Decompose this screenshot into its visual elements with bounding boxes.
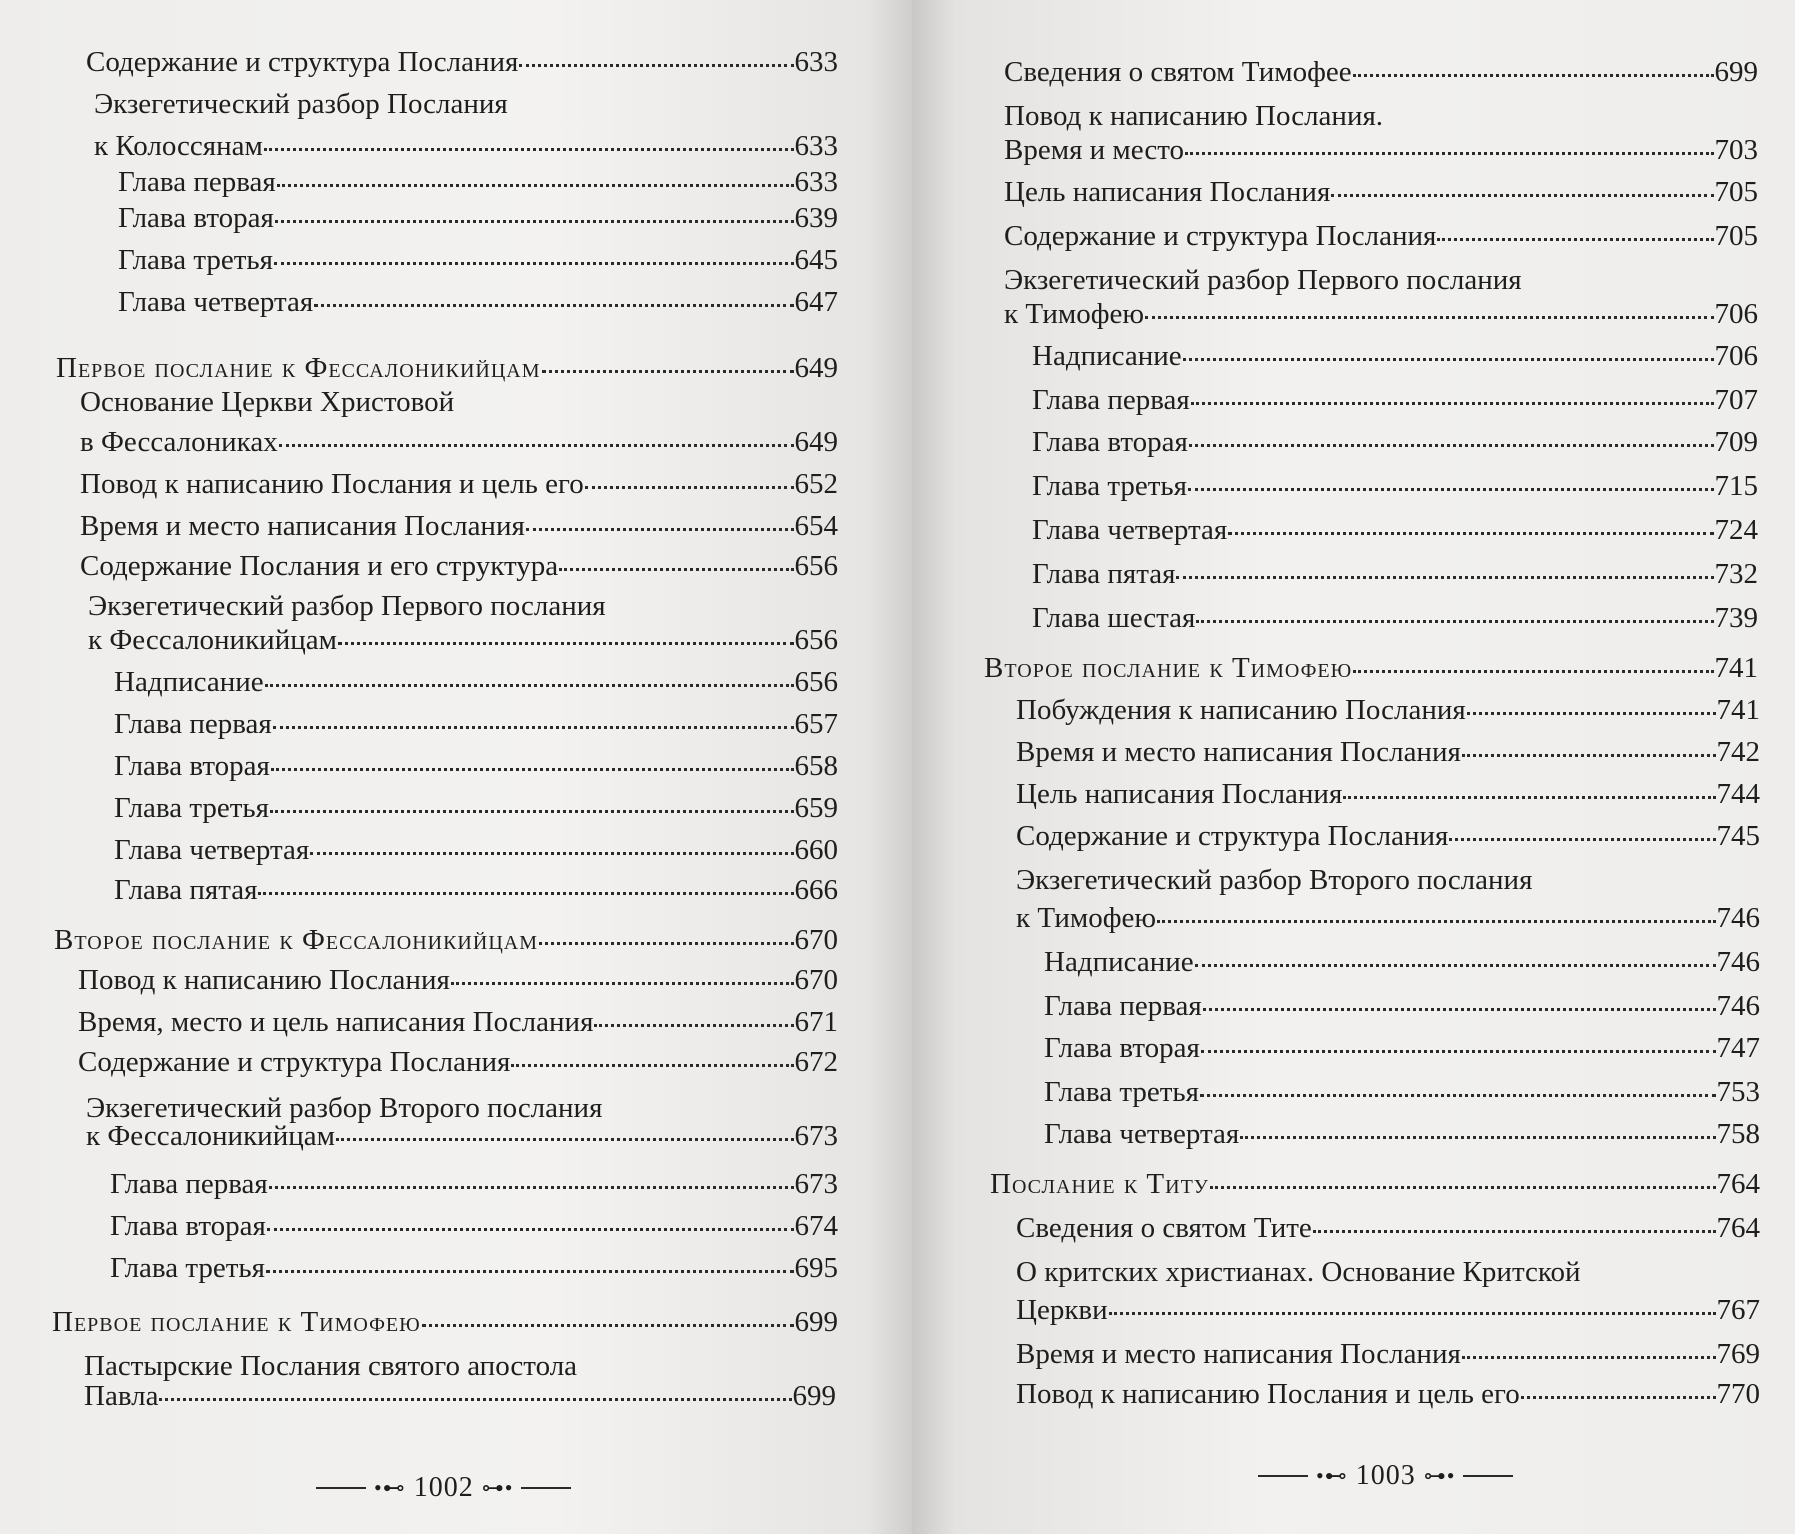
toc-entry-title-line: Экзегетический разбор Первого послания — [1004, 264, 1522, 296]
toc-entry-title: Глава первая — [114, 708, 272, 740]
leader-dots — [526, 528, 794, 531]
leader-dots — [310, 852, 793, 855]
toc-entry-page: 633 — [794, 130, 838, 162]
toc-entry — [1032, 424, 1758, 460]
toc-entry-title: Глава четвертая — [118, 286, 314, 318]
page-number: 1002 — [413, 1472, 474, 1503]
toc-entry — [118, 164, 838, 200]
toc-entry — [84, 1378, 836, 1414]
toc-entry-title-line: Повод к написанию Послания. — [1004, 100, 1384, 132]
toc-entry — [86, 1118, 838, 1154]
toc-entry-title: Глава первая — [1032, 384, 1190, 416]
toc-entry-title: Глава вторая — [110, 1210, 266, 1242]
leader-dots — [1203, 1008, 1716, 1011]
toc-entry-page: 674 — [794, 1210, 838, 1242]
toc-entry — [118, 242, 838, 278]
toc-entry-title: Время, место и цель написания Послания — [78, 1006, 594, 1038]
toc-entry-page: 666 — [794, 874, 838, 906]
leader-dots — [271, 768, 794, 771]
leader-dots — [275, 220, 794, 223]
toc-section-title: Первое послание к Фессалоникийцам — [56, 352, 541, 384]
toc-entry — [1016, 900, 1760, 936]
leader-dots — [1462, 754, 1716, 757]
leader-dots — [1196, 620, 1713, 623]
toc-entry-page: 705 — [1714, 220, 1758, 252]
toc-entry — [1044, 944, 1760, 980]
leader-dots — [264, 148, 794, 151]
toc-entry-title: Повод к написанию Послания — [78, 964, 450, 996]
toc-entry-title: к Фессалоникийцам — [86, 1120, 335, 1152]
toc-entry-page: 660 — [794, 834, 838, 866]
toc-entry-page: 672 — [794, 1046, 838, 1078]
toc-entry — [1032, 556, 1758, 592]
leader-dots — [159, 1398, 791, 1401]
toc-entry-title: Содержание и структура Послания — [78, 1046, 511, 1078]
toc-entry-page: 732 — [1714, 558, 1758, 590]
toc-entry-page: 633 — [794, 166, 838, 198]
page-number: 1003 — [1355, 1460, 1416, 1491]
toc-entry-page: 656 — [794, 550, 838, 582]
toc-entry — [1004, 218, 1758, 254]
leader-dots — [274, 262, 794, 265]
leader-dots — [451, 982, 794, 985]
toc-entry-title: Время и место — [1004, 134, 1185, 166]
toc-entry-page: 656 — [794, 666, 838, 698]
toc-entry — [114, 832, 838, 868]
leader-dots — [422, 1324, 794, 1327]
toc-entry-title-line: О критских христианах. Основание Критской — [1016, 1256, 1581, 1288]
toc-entry — [110, 1208, 838, 1244]
toc-entry-title: Глава первая — [1044, 990, 1202, 1022]
leader-dots — [511, 1064, 793, 1067]
toc-entry-page: 656 — [794, 624, 838, 656]
toc-entry-page: 724 — [1714, 514, 1758, 546]
toc-entry — [78, 962, 838, 998]
page-folio — [316, 1472, 571, 1504]
toc-entry-title: Глава вторая — [118, 202, 274, 234]
toc-section — [52, 1304, 838, 1340]
leader-dots — [1521, 1396, 1716, 1399]
toc-entry-title: Повод к написанию Послания и цель его — [80, 468, 584, 500]
toc-entry-title: к Колоссянам — [94, 130, 263, 162]
toc-entry-page: 673 — [794, 1120, 838, 1152]
leader-dots — [1183, 358, 1714, 361]
toc-entry-title: Павла — [84, 1380, 159, 1412]
leader-dots — [265, 684, 794, 687]
toc-entry-title-line: Экзегетический разбор Первого послания — [88, 590, 606, 622]
leader-dots — [336, 1138, 794, 1141]
leader-dots — [273, 726, 794, 729]
toc-entry — [1016, 692, 1760, 728]
toc-entry-title: Глава первая — [110, 1168, 268, 1200]
toc-entry-title: Содержание и структура Послания — [86, 46, 519, 78]
toc-entry-page: 709 — [1714, 426, 1758, 458]
leader-dots — [1467, 712, 1716, 715]
toc-entry — [80, 424, 838, 460]
leader-dots — [1200, 1094, 1716, 1097]
folio-rule — [521, 1487, 571, 1489]
toc-entry-title: Время и место написания Послания — [80, 510, 525, 542]
toc-entry-title: Глава шестая — [1032, 602, 1196, 634]
toc-entry-page: 633 — [794, 46, 838, 78]
toc-entry-title-line: Экзегетический разбор Второго послания — [86, 1092, 603, 1124]
toc-entry — [1032, 338, 1758, 374]
toc-entry-title: Глава четвертая — [1044, 1118, 1240, 1150]
page-folio — [1258, 1460, 1513, 1492]
toc-entry — [1004, 132, 1758, 168]
toc-section — [56, 350, 838, 386]
leader-dots — [542, 370, 794, 373]
toc-entry-title: Повод к написанию Послания и цель его — [1016, 1378, 1520, 1410]
toc-entry-title: Глава пятая — [1032, 558, 1176, 590]
toc-entry-page: 764 — [1716, 1168, 1760, 1200]
toc-entry-page: 649 — [794, 352, 838, 384]
ornament-left: •⊷ — [374, 1475, 406, 1500]
toc-entry-title: Сведения о святом Тимофее — [1004, 56, 1352, 88]
leader-dots — [277, 184, 794, 187]
leader-dots — [1210, 1186, 1716, 1189]
toc-entry-page: 659 — [794, 792, 838, 824]
leader-dots — [1195, 964, 1716, 967]
toc-entry — [1016, 1210, 1760, 1246]
right-page — [912, 0, 1795, 1534]
leader-dots — [1240, 1136, 1715, 1139]
toc-entry-page: 744 — [1716, 778, 1760, 810]
toc-entry-title: Глава четвертая — [1032, 514, 1228, 546]
toc-entry — [1016, 776, 1760, 812]
toc-entry-page: 699 — [794, 1306, 838, 1338]
folio-rule — [1463, 1475, 1513, 1477]
toc-entry-title: Глава пятая — [114, 874, 258, 906]
toc-entry-title: Цель написания Послания — [1016, 778, 1343, 810]
toc-entry-page: 673 — [794, 1168, 838, 1200]
leader-dots — [1331, 194, 1713, 197]
toc-entry-title: к Тимофею — [1004, 298, 1145, 330]
toc-entry — [80, 466, 838, 502]
toc-entry-title: Надписание — [114, 666, 264, 698]
toc-entry-page: 706 — [1714, 340, 1758, 372]
toc-entry — [80, 548, 838, 584]
toc-entry — [94, 128, 838, 164]
toc-entry-title: Глава третья — [1032, 470, 1187, 502]
leader-dots — [1343, 796, 1715, 799]
toc-entry-page: 741 — [1716, 694, 1760, 726]
leader-dots — [585, 486, 794, 489]
toc-entry-title: Глава третья — [118, 244, 273, 276]
toc-entry — [1004, 54, 1758, 90]
leader-dots — [594, 1024, 793, 1027]
toc-entry-title: Глава третья — [1044, 1076, 1199, 1108]
toc-entry — [110, 1250, 838, 1286]
toc-entry-page: 699 — [792, 1380, 836, 1412]
leader-dots — [1313, 1230, 1716, 1233]
toc-entry — [80, 508, 838, 544]
toc-entry-title: Содержание и структура Послания — [1016, 820, 1449, 852]
ornament-right: ⊶• — [1423, 1463, 1456, 1488]
toc-entry-page: 647 — [794, 286, 838, 318]
toc-section-title: Второе послание к Фессалоникийцам — [54, 924, 538, 956]
toc-entry-title-line: Экзегетический разбор Послания — [94, 88, 508, 120]
toc-entry — [1016, 818, 1760, 854]
leader-dots — [519, 64, 793, 67]
toc-entry-page: 649 — [794, 426, 838, 458]
leader-dots — [1353, 670, 1713, 673]
toc-entry — [1016, 1376, 1760, 1412]
toc-entry — [1044, 1074, 1760, 1110]
toc-entry-title: Время и место написания Послания — [1016, 1338, 1461, 1370]
toc-entry-page: 670 — [794, 964, 838, 996]
toc-entry-page: 745 — [1716, 820, 1760, 852]
toc-entry-page: 657 — [794, 708, 838, 740]
toc-entry — [1044, 1116, 1760, 1152]
leader-dots — [1157, 920, 1715, 923]
toc-entry — [88, 622, 838, 658]
toc-entry-page: 767 — [1716, 1294, 1760, 1326]
toc-entry — [114, 790, 838, 826]
toc-entry-page: 747 — [1716, 1032, 1760, 1064]
toc-entry-page: 715 — [1714, 470, 1758, 502]
toc-entry-title-line: Пастырские Послания святого апостола — [84, 1350, 578, 1382]
toc-entry-page: 742 — [1716, 736, 1760, 768]
toc-entry-title: в Фессалониках — [80, 426, 278, 458]
leader-dots — [1228, 532, 1713, 535]
toc-entry-title: Надписание — [1044, 946, 1194, 978]
ornament-right: ⊶• — [481, 1475, 514, 1500]
toc-entry — [1016, 1292, 1760, 1328]
leader-dots — [1189, 444, 1714, 447]
toc-entry-title-line: Основание Церкви Христовой — [80, 386, 455, 418]
toc-entry-title-line: Экзегетический разбор Второго послания — [1016, 864, 1533, 896]
toc-entry-title: Время и место написания Послания — [1016, 736, 1461, 768]
toc-entry — [1032, 512, 1758, 548]
toc-entry-title: Глава третья — [110, 1252, 265, 1284]
toc-entry-title: Сведения о святом Тите — [1016, 1212, 1312, 1244]
leader-dots — [1109, 1312, 1716, 1315]
toc-section-title: Послание к Титу — [990, 1168, 1209, 1200]
leader-dots — [1462, 1356, 1716, 1359]
toc-entry — [1016, 1336, 1760, 1372]
toc-entry-page: 706 — [1714, 298, 1758, 330]
toc-entry-page: 645 — [794, 244, 838, 276]
toc-entry-title: Церкви — [1016, 1294, 1108, 1326]
toc-entry-title: Глава вторая — [1032, 426, 1188, 458]
toc-entry-title: к Тимофею — [1016, 902, 1157, 934]
toc-entry-page: 652 — [794, 468, 838, 500]
toc-entry — [114, 748, 838, 784]
leader-dots — [267, 1228, 794, 1231]
toc-entry — [118, 200, 838, 236]
toc-entry-page: 770 — [1716, 1378, 1760, 1410]
toc-entry — [1032, 468, 1758, 504]
toc-entry-page: 658 — [794, 750, 838, 782]
toc-section — [984, 650, 1758, 686]
toc-entry — [1004, 174, 1758, 210]
toc-entry — [110, 1166, 838, 1202]
toc-entry — [1016, 734, 1760, 770]
toc-entry-page: 741 — [1714, 652, 1758, 684]
toc-entry-title: Глава вторая — [114, 750, 270, 782]
leader-dots — [1191, 402, 1714, 405]
toc-entry — [118, 284, 838, 320]
toc-entry-page: 671 — [794, 1006, 838, 1038]
toc-entry — [1004, 296, 1758, 332]
leader-dots — [559, 568, 793, 571]
toc-entry-page: 758 — [1716, 1118, 1760, 1150]
toc-entry-title: Глава четвертая — [114, 834, 310, 866]
toc-entry — [78, 1004, 838, 1040]
toc-entry-title: Побуждения к написанию Послания — [1016, 694, 1466, 726]
leader-dots — [338, 642, 794, 645]
toc-section-title: Первое послание к Тимофею — [52, 1306, 421, 1338]
toc-entry — [78, 1044, 838, 1080]
toc-entry-page: 739 — [1714, 602, 1758, 634]
leader-dots — [1353, 74, 1714, 77]
toc-entry — [1032, 600, 1758, 636]
toc-entry — [1044, 1030, 1760, 1066]
toc-entry-title: Надписание — [1032, 340, 1182, 372]
toc-entry — [114, 664, 838, 700]
leader-dots — [1185, 152, 1713, 155]
toc-entry-page: 705 — [1714, 176, 1758, 208]
toc-entry — [114, 706, 838, 742]
toc-entry — [1032, 382, 1758, 418]
toc-entry-title: Глава вторая — [1044, 1032, 1200, 1064]
toc-entry — [114, 872, 838, 908]
toc-entry — [86, 44, 838, 80]
toc-entry-title: к Фессалоникийцам — [88, 624, 337, 656]
toc-entry-page: 707 — [1714, 384, 1758, 416]
toc-section — [54, 922, 838, 958]
toc-entry-page: 769 — [1716, 1338, 1760, 1370]
toc-entry-page: 746 — [1716, 990, 1760, 1022]
toc-entry-page: 639 — [794, 202, 838, 234]
toc-entry-title: Глава третья — [114, 792, 269, 824]
leader-dots — [270, 810, 794, 813]
toc-entry-page: 746 — [1716, 902, 1760, 934]
toc-entry-page: 699 — [1714, 56, 1758, 88]
folio-rule — [1258, 1475, 1308, 1477]
folio-rule — [316, 1487, 366, 1489]
leader-dots — [539, 942, 794, 945]
leader-dots — [1437, 238, 1713, 241]
toc-entry — [1044, 988, 1760, 1024]
leader-dots — [258, 892, 793, 895]
leader-dots — [279, 444, 794, 447]
leader-dots — [1449, 838, 1715, 841]
toc-entry-page: 695 — [794, 1252, 838, 1284]
toc-entry-page: 764 — [1716, 1212, 1760, 1244]
leader-dots — [1201, 1050, 1716, 1053]
leader-dots — [1176, 576, 1713, 579]
toc-entry-title: Глава первая — [118, 166, 276, 198]
toc-section — [990, 1166, 1760, 1202]
toc-section-title: Второе послание к Тимофею — [984, 652, 1353, 684]
leader-dots — [1145, 316, 1713, 319]
ornament-left: •⊷ — [1316, 1463, 1348, 1488]
leader-dots — [1188, 488, 1714, 491]
leader-dots — [269, 1186, 794, 1189]
toc-entry-title: Содержание и структура Послания — [1004, 220, 1437, 252]
toc-entry-page: 703 — [1714, 134, 1758, 166]
leader-dots — [266, 1270, 794, 1273]
toc-entry-page: 670 — [794, 924, 838, 956]
leader-dots — [314, 304, 793, 307]
toc-entry-page: 746 — [1716, 946, 1760, 978]
toc-entry-title: Содержание Послания и его структура — [80, 550, 559, 582]
toc-entry-page: 753 — [1716, 1076, 1760, 1108]
toc-entry-page: 654 — [794, 510, 838, 542]
toc-entry-title: Цель написания Послания — [1004, 176, 1331, 208]
